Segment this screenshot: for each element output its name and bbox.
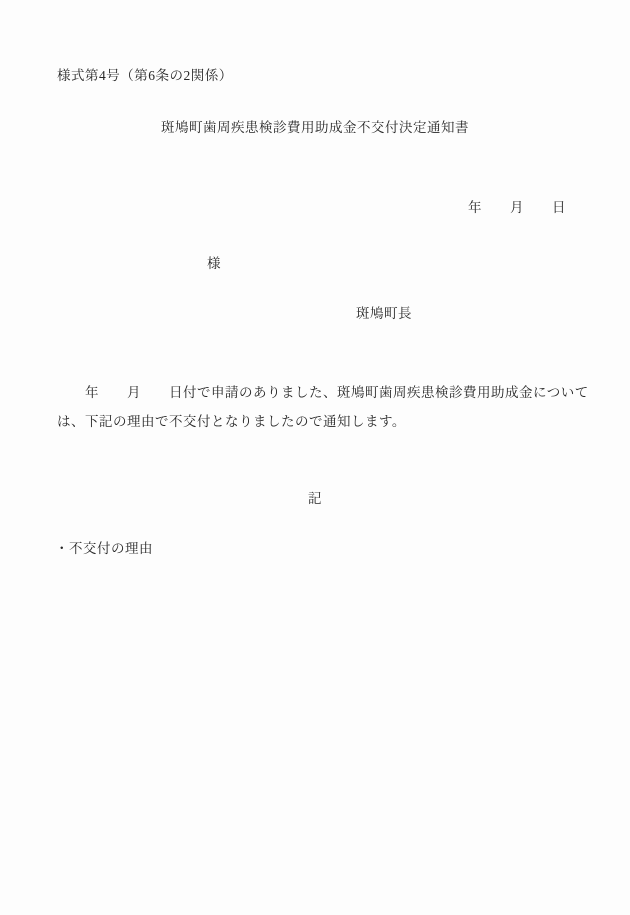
body-text-line-2: は、下記の理由で不交付となりましたので通知します。 [57, 414, 406, 429]
form-number: 様式第4号（第6条の2関係） [57, 68, 233, 83]
sender-title: 斑鳩町長 [356, 306, 412, 321]
body-text-line-1: 年 月 日付で申請のありました、斑鳩町歯周疾患検診費用助成金について [57, 385, 589, 400]
addressee-honorific: 様 [207, 256, 221, 271]
record-heading: 記 [308, 491, 322, 506]
date-blank-line: 年 月 日 [468, 200, 566, 215]
document-title: 斑鳩町歯周疾患検診費用助成金不交付決定通知書 [161, 120, 469, 135]
rejection-reason-label: ・不交付の理由 [55, 541, 153, 556]
